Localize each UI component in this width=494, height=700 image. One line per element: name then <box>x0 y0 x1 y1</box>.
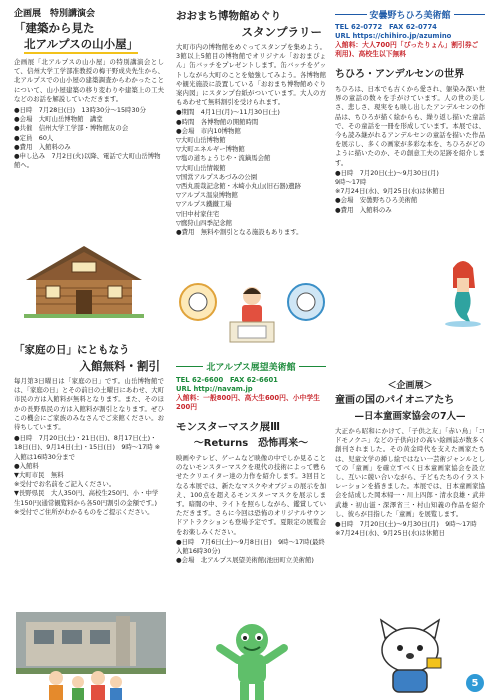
andersen-title: ちひろ・アンデルセンの世界 <box>335 69 465 80</box>
stamp-rally-title-b: スタンプラリー <box>241 25 322 39</box>
info-row: ●時間 各博物館の開館時間 <box>176 117 259 126</box>
monster-mask-body: 映画やテレビ、ゲームなど映像の中でしか見ることのないモンスターマスクを現代の技術によって甦らせたクリエイター達の力作を紹介します。3回目となる本展では、新たなマスクやオブジェの展示を加え、100点を超えるモンスターマスクを展示します。暗闇の中、ライトを照らしながら、鑑賞していただきます。さらに今回は恐怖のオリジナルサウンドアトラクションも登場予定です。夏限定の展覧会をお楽しみください。 <box>176 454 326 536</box>
info-row: ▼大町市民 無料 <box>14 471 64 480</box>
exhibition-kicker: 企画展 特別講演会 <box>14 9 96 19</box>
doga-info <box>335 520 485 538</box>
badge-illustration <box>178 274 326 348</box>
info-row: ●会場 市内10博物館 <box>176 126 241 135</box>
monster-illustration <box>212 620 292 700</box>
chihiro-fee: 入館料：大人700円「ぴったりょん」割引券ご利用)、高校生以下無料 <box>335 41 479 58</box>
venue-row: ▽アルプス温泉博物館 <box>176 191 238 200</box>
info-row: ※7月24日(水)、9月25日(水)は休館日 <box>335 529 446 538</box>
monster-mask-subtitle: 〜Returns 恐怖再来〜 <box>193 438 309 449</box>
info-row: ●入館料 <box>14 461 39 470</box>
navam-tel: TEL 62-6600 FAX 62-6601 <box>176 376 278 384</box>
info-row: ●日時 7月6日(土)〜9月8日(日) 9時〜17時(最終入館16時30分) <box>176 537 325 556</box>
venue-row: ▽鷹狩山四季記念館 <box>176 218 233 227</box>
info-row: ●費用 入館料のみ <box>14 142 71 151</box>
info-row: ●期間 4月1日(月)〜11月30日(土) <box>176 108 280 117</box>
venue-row: ▽国営アルプスあづみの公園 <box>176 172 258 181</box>
info-row: ●費用 入館料のみ <box>335 205 392 214</box>
column-left <box>14 8 164 516</box>
family-day-title: 「家庭の日」にともなう <box>14 344 130 356</box>
family-day-info <box>14 434 164 517</box>
venue-row: ▽大町山岳情報館 <box>176 163 226 172</box>
navam-fee: 入館料：一般800円、高大生600円、小中学生200円 <box>176 394 320 411</box>
doga-title: 童画の国のパイオニアたち <box>335 395 455 406</box>
chihiro-header: 安曇野ちひろ美術館 <box>335 8 485 21</box>
info-row: ●日時 7月28日(日) 13時30分〜15時30分 <box>14 106 146 115</box>
info-row: ※受付でお名前をご記入ください。 <box>14 480 116 489</box>
doga-kicker: ＜企画展＞ <box>387 381 433 391</box>
venue-row: ▽アルプス鐵鐵工場 <box>176 200 232 209</box>
info-row: ●費用 無料や割引となる施設もあります。 <box>176 228 303 237</box>
info-row: ●共催 信州大学工学部・博物館友の会 <box>14 124 129 133</box>
venue-row: ▽大町エネルギー博物館 <box>176 145 245 154</box>
mascot-illustration <box>375 618 445 696</box>
family-day-body: 毎月第3日曜日は「家庭の日」です。山岳博物館では、「家庭の日」とその前日の土曜日にあわせ、大町市民の方は入館料が無料となります。また、そのほかの長野県民の方は入館料が割引となります。ぜひこの機会にご家族のみなさんでご来館ください。お待ちしています。 <box>14 377 164 432</box>
venue-row: ▽旧中村家住宅 <box>176 209 220 218</box>
info-row: ●会場 大町山岳博物館 講堂 <box>14 115 103 124</box>
navam-url[interactable]: URL http://navam.jp <box>176 385 253 393</box>
navam-section <box>176 360 326 565</box>
mountain-hut-illustration <box>22 240 146 318</box>
info-row: ●日時 7月20日(土)・21日(日)、8月17日(土)・18日(日)、9月14日(土)・15日(日) 9時〜17時 ※入館は16時30分まで <box>14 434 161 461</box>
doga-body: 大正から昭和にかけて、「子供之友」「赤い鳥」「コドモノクニ」などの子供向けの高い絵画誌が数多く創刊されました。その黄金時代を支えた画家たちは、児童文学の挿し絵ではない一芸術ジャンルとしての「童画」を確立すべく日本童画家協会を設立し、互いに競い合いながら、子どもたちのイラストレーションを描きました。本展では、日本童画家協会を結成した岡本帰一・川上四郎・清水良雄・武井武雄・初山滋・深澤省三・村山知義の作品を紹介し、彼らが目指した「童画」を展覧します。 <box>335 427 485 518</box>
info-row: ※受付でご住所がわかるものをご提示ください。 <box>14 507 154 516</box>
stamp-rally-body: 大町市内の博物館をめぐってスタンプを集めよう。3館以上5館目の博物館でオリジナル「おおまぴょん」缶バッチをプレゼントします。缶バッチをゲットしながら大町のことを勉強してみよう。各博物館や観光施設に設置している「おおまち博物館めぐり案内図」にスタンプ台紙がついています。大人の方もあわせて無料割引を受けられます。 <box>176 43 326 107</box>
free-admission-title: 入館無料・割引 <box>79 359 160 373</box>
andersen-body: ちひろは、日本でも古くから愛され、躯染み深い世界の童話の数々を手がけています。人の世の美しさ、悲しさ、現実をも映し出したアンデルセンの作品は、ちひろが描く絵からも、繰り返し描いた童話で、その童話を一冊を形成しています。本展では、今も読み継がれるアンデルセンの童話を描いた作品を展示し、多くの画家が多彩な本を、ちひろがどのように描いたのか、その創意工夫の足跡を紹介します。 <box>335 85 485 167</box>
info-row: ●日時 7月20日(土)〜9月30日(月) 9時〜17時 <box>335 520 477 529</box>
monster-mask-info <box>176 538 326 566</box>
info-row: ●日時 7月20日(土)〜9月30日(月) 9時〜17時 <box>335 168 446 187</box>
page-number-badge: 5 <box>466 674 484 692</box>
family-day-section <box>14 342 164 517</box>
info-row: ▼長野県民 大人350円、高校生250円、小・中学生150円(通常観覧料から各50円割引の金額です。) <box>14 489 159 507</box>
lecture-title-line1: 「建築から見た <box>14 21 95 35</box>
lecture-info <box>14 106 164 170</box>
info-row: ●会場 安曇野ちひろ美術館 <box>335 196 418 205</box>
info-row: ●申し込み 7月2日(火)以降、電話で大町山岳博物館へ。 <box>14 152 161 170</box>
doga-section <box>335 380 485 538</box>
doga-subtitle: —日本童画家協会の7人— <box>354 411 466 422</box>
lecture-body: 企画展「北アルプスの山小屋」の特別講演会として、信州大学工学部准教授の梅干野成央先生から、北アルプスでの山小屋の建築調査からわかったことについて、山小屋建築の移り変わりや建築上の工夫などのお話を解説していただきます。 <box>14 58 164 103</box>
monster-mask-title: モンスターマスク展Ⅲ <box>176 421 281 433</box>
chihiro-url[interactable]: URL https://chihiro.jp/azumino <box>335 32 452 40</box>
stamp-rally-title-a: おおまち博物館めぐり <box>176 10 281 22</box>
museum-family-illustration <box>16 612 166 700</box>
column-middle <box>176 8 326 565</box>
chihiro-tel: TEL 62-0772 FAX 62-0774 <box>335 23 437 31</box>
stamp-rally-info <box>176 108 326 237</box>
venue-row: ▽西丸震哉記念館・木崎小丸山(旧石器)遺跡 <box>176 182 301 191</box>
info-row: ●会場 北アルプス展望美術館(池田町立美術館) <box>176 556 314 565</box>
venue-row: ▽大町山岳博物館 <box>176 136 226 145</box>
andersen-info <box>335 169 447 215</box>
column-right <box>335 8 485 538</box>
info-row: ●定員 60人 <box>14 133 54 142</box>
mermaid-illustration <box>441 258 485 328</box>
venue-row: ▽塩の道ちょうじや・流鏑馬会館 <box>176 154 271 163</box>
lecture-title-line2: 北アルプスの山小屋」 <box>14 37 164 54</box>
navam-header: 北アルプス展望美術館 <box>176 360 326 373</box>
info-row: ※7月24日(水)、9月25日(水)は休館日 <box>335 187 446 196</box>
